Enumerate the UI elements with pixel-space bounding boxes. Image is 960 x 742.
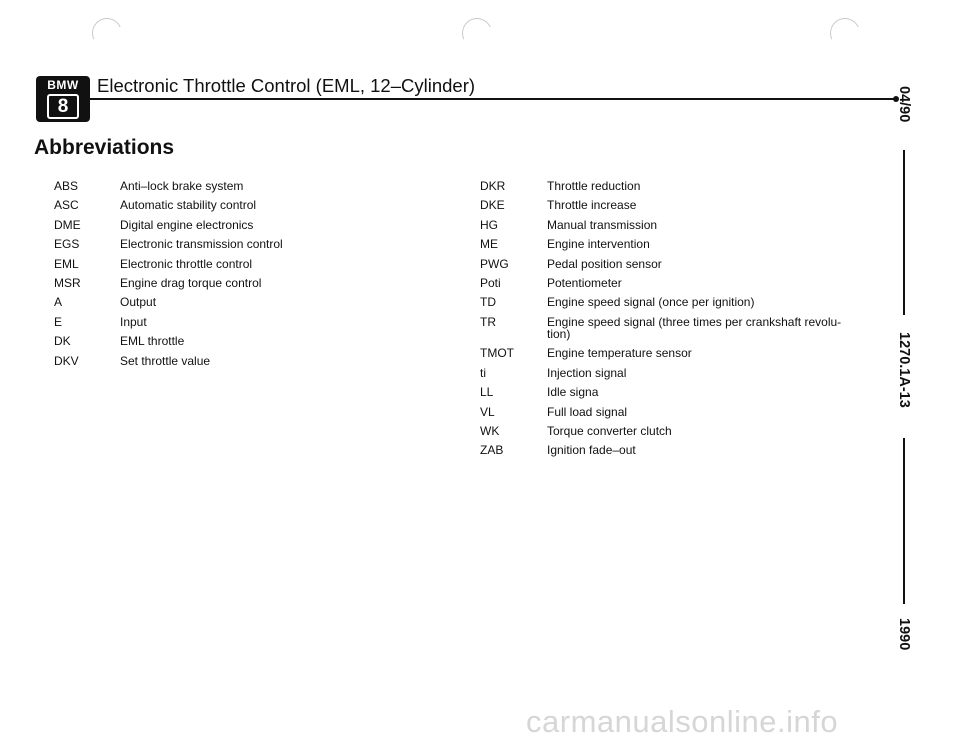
abbreviation-row — [480, 425, 847, 437]
punch-hole-left — [88, 14, 126, 52]
definition: Throttle increase — [547, 198, 637, 213]
abbreviation: ME — [480, 237, 498, 252]
abbreviation: EML — [54, 256, 79, 271]
definition: Engine speed signal (three times per crankshaft revolu- tion) — [547, 314, 842, 341]
abbreviation: HG — [480, 217, 498, 232]
definition: Injection signal — [547, 365, 627, 380]
abbreviation-row — [54, 258, 283, 270]
abbreviation: ZAB — [480, 443, 504, 458]
publication-year: 1990 — [896, 618, 912, 651]
abbreviation-row — [480, 406, 847, 418]
definition: Manual transmission — [547, 217, 658, 232]
abbreviation: TR — [480, 314, 496, 329]
bmw-8-series-logo — [36, 76, 90, 122]
abbreviation: Poti — [480, 275, 501, 290]
abbreviation: TMOT — [480, 346, 514, 361]
definition: Ignition fade–out — [547, 443, 636, 458]
margin-rule-2 — [903, 438, 905, 604]
abbreviation: WK — [480, 423, 500, 438]
margin-rule-1 — [903, 150, 905, 315]
abbreviation-row — [54, 296, 283, 308]
section-heading: Abbreviations — [34, 136, 175, 159]
watermark: carmanualsonline.info — [526, 704, 839, 739]
abbreviation: ASC — [54, 198, 79, 213]
document-title: Electronic Throttle Control (EML, 12–Cylinder) — [97, 75, 476, 96]
definition: Engine speed signal (once per ignition) — [547, 295, 755, 310]
abbreviation-row — [54, 238, 283, 250]
definition: Torque converter clutch — [547, 423, 672, 438]
document-number: 1270.1A-13 — [896, 332, 912, 408]
definition: Anti–lock brake system — [120, 179, 244, 193]
abbreviation-row — [480, 386, 847, 398]
abbreviation-row — [54, 316, 283, 328]
punch-hole-right — [826, 14, 864, 52]
abbreviation-list-right — [480, 180, 847, 464]
abbreviation-row — [480, 219, 847, 231]
abbreviation: MSR — [54, 275, 81, 290]
definition: Digital engine electronics — [120, 217, 254, 232]
abbreviation-row — [54, 219, 283, 231]
definition: EML throttle — [120, 334, 185, 349]
abbreviation: A — [54, 295, 63, 310]
definition: Engine drag torque control — [120, 275, 262, 290]
definition: Set throttle value — [120, 353, 211, 368]
abbreviation-row — [480, 258, 847, 270]
abbreviation-row — [480, 347, 847, 359]
abbreviation: DME — [54, 217, 81, 232]
punch-hole-center — [458, 14, 496, 52]
definition: Idle signa — [547, 385, 599, 400]
abbreviation-row — [54, 180, 283, 192]
abbreviation-list-left — [54, 180, 283, 374]
definition: Engine temperature sensor — [547, 346, 692, 361]
definition: Potentiometer — [547, 275, 622, 290]
definition: Output — [120, 295, 157, 310]
abbreviation-row — [480, 199, 847, 211]
abbreviation: LL — [480, 385, 494, 400]
logo-brand-text: BMW — [47, 78, 79, 92]
definition: Pedal position sensor — [547, 256, 662, 271]
abbreviation-row — [480, 367, 847, 379]
header-rule — [86, 98, 896, 100]
abbreviation-row — [480, 444, 847, 456]
abbreviation-row — [54, 335, 283, 347]
abbreviation: ABS — [54, 179, 79, 193]
abbreviation: VL — [480, 404, 495, 419]
abbreviation: PWG — [480, 256, 509, 271]
abbreviation-row — [54, 199, 283, 211]
abbreviation-row — [54, 355, 283, 367]
definition: Automatic stability control — [120, 198, 257, 213]
abbreviation-row — [480, 296, 847, 308]
abbreviation-row — [480, 180, 847, 192]
definition: Throttle reduction — [547, 179, 641, 193]
definition: Electronic transmission control — [120, 237, 283, 252]
logo-series-text: 8 — [47, 94, 80, 119]
abbreviation: EGS — [54, 237, 80, 252]
definition: Full load signal — [547, 404, 628, 419]
abbreviation-row — [480, 316, 847, 340]
abbreviation-row — [480, 238, 847, 250]
abbreviation: E — [54, 314, 63, 329]
definition: Input — [120, 314, 147, 329]
abbreviation: DKE — [480, 198, 505, 213]
abbreviation-row — [480, 277, 847, 289]
abbreviation-row — [54, 277, 283, 289]
abbreviation: DKV — [54, 353, 79, 368]
abbreviation: TD — [480, 295, 496, 310]
issue-date: 04/90 — [896, 86, 912, 123]
abbreviation: DKR — [480, 179, 506, 193]
abbreviation: DK — [54, 334, 71, 349]
page-margin-index — [893, 0, 915, 742]
definition: Electronic throttle control — [120, 256, 253, 271]
definition: Engine intervention — [547, 237, 650, 252]
abbreviation: ti — [480, 365, 486, 380]
